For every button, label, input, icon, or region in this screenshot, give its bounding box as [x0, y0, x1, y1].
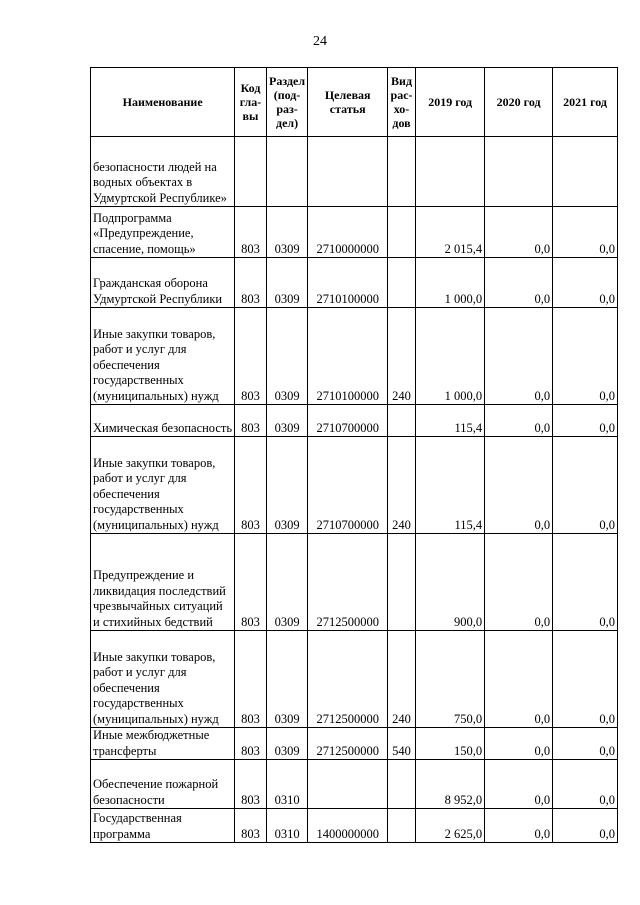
header-name: Наименование [91, 68, 235, 137]
cell-code: 803 [235, 534, 266, 631]
cell-2019: 1 000,0 [416, 308, 485, 405]
cell-section: 0309 [266, 631, 308, 728]
cell-2020: 0,0 [485, 631, 553, 728]
cell-expense [387, 405, 415, 437]
table-row [91, 728, 618, 760]
cell-expense [387, 760, 415, 809]
cell-target: 2712500000 [308, 728, 387, 760]
cell-2021: 0,0 [553, 809, 618, 843]
cell-2021: 0,0 [553, 258, 618, 308]
cell-2021: 0,0 [553, 405, 618, 437]
cell-code: 803 [235, 809, 266, 843]
cell-2021: 0,0 [553, 437, 618, 534]
header-code: Код гла- вы [235, 68, 266, 137]
cell-code: 803 [235, 258, 266, 308]
cell-expense [387, 137, 415, 207]
cell-name: Гражданская оборона Удмуртской Республики [91, 258, 235, 308]
cell-expense [387, 207, 415, 258]
cell-2021 [553, 137, 618, 207]
cell-name: Обеспечение пожарной безопасности [91, 760, 235, 809]
cell-target: 1400000000 [308, 809, 387, 843]
cell-2020: 0,0 [485, 258, 553, 308]
cell-2020: 0,0 [485, 534, 553, 631]
cell-2019: 900,0 [416, 534, 485, 631]
cell-target: 2710100000 [308, 258, 387, 308]
table-row [91, 405, 618, 437]
cell-2021: 0,0 [553, 534, 618, 631]
cell-expense: 540 [387, 728, 415, 760]
cell-target: 2710000000 [308, 207, 387, 258]
cell-2021: 0,0 [553, 631, 618, 728]
cell-2020: 0,0 [485, 308, 553, 405]
cell-2021: 0,0 [553, 308, 618, 405]
cell-code: 803 [235, 631, 266, 728]
table-row [91, 137, 618, 207]
table-body [91, 137, 618, 843]
header-2020: 2020 год [485, 68, 553, 137]
cell-2019 [416, 137, 485, 207]
header-2019: 2019 год [416, 68, 485, 137]
cell-section: 0309 [266, 308, 308, 405]
cell-section: 0309 [266, 405, 308, 437]
cell-section: 0309 [266, 207, 308, 258]
cell-section: 0309 [266, 437, 308, 534]
table-row [91, 258, 618, 308]
cell-2020: 0,0 [485, 760, 553, 809]
header-section: Раздел (под- раз- дел) [266, 68, 308, 137]
cell-2021: 0,0 [553, 760, 618, 809]
cell-code: 803 [235, 760, 266, 809]
table-row [91, 308, 618, 405]
cell-code: 803 [235, 728, 266, 760]
header-target: Целевая статья [308, 68, 387, 137]
cell-code: 803 [235, 308, 266, 405]
cell-2020 [485, 137, 553, 207]
cell-2020: 0,0 [485, 728, 553, 760]
cell-2020: 0,0 [485, 207, 553, 258]
cell-name: Иные закупки товаров, работ и услуг для обеспечения государственных (муниципальных) нужд [91, 308, 235, 405]
cell-code [235, 137, 266, 207]
page-number: 24 [313, 34, 327, 49]
cell-name: Подпрограмма «Предупреждение, спасение, помощь» [91, 207, 235, 258]
table-row [91, 760, 618, 809]
cell-2019: 8 952,0 [416, 760, 485, 809]
cell-2021: 0,0 [553, 728, 618, 760]
cell-name: Предупреждение и ликвидация последствий чрезвычайных ситуаций и стихийных бедствий [91, 534, 235, 631]
table-row [91, 631, 618, 728]
cell-target [308, 137, 387, 207]
cell-2019: 2 015,4 [416, 207, 485, 258]
cell-expense [387, 258, 415, 308]
cell-name: Иные межбюджетные трансферты [91, 728, 235, 760]
cell-section [266, 137, 308, 207]
cell-target: 2712500000 [308, 631, 387, 728]
table-header-row [91, 68, 618, 137]
cell-2019: 115,4 [416, 437, 485, 534]
cell-target: 2710700000 [308, 405, 387, 437]
cell-expense: 240 [387, 631, 415, 728]
cell-expense [387, 809, 415, 843]
cell-2019: 150,0 [416, 728, 485, 760]
table-row [91, 207, 618, 258]
cell-code: 803 [235, 437, 266, 534]
cell-2020: 0,0 [485, 809, 553, 843]
cell-2021: 0,0 [553, 207, 618, 258]
cell-2019: 115,4 [416, 405, 485, 437]
header-2021: 2021 год [553, 68, 618, 137]
cell-expense [387, 534, 415, 631]
cell-target: 2712500000 [308, 534, 387, 631]
cell-2019: 2 625,0 [416, 809, 485, 843]
cell-section: 0310 [266, 760, 308, 809]
cell-section: 0310 [266, 809, 308, 843]
table-row [91, 437, 618, 534]
cell-2019: 1 000,0 [416, 258, 485, 308]
table-row [91, 534, 618, 631]
cell-target: 2710100000 [308, 308, 387, 405]
cell-section: 0309 [266, 258, 308, 308]
cell-2020: 0,0 [485, 405, 553, 437]
cell-code: 803 [235, 405, 266, 437]
cell-2019: 750,0 [416, 631, 485, 728]
cell-code: 803 [235, 207, 266, 258]
cell-name: Иные закупки товаров, работ и услуг для обеспечения государственных (муниципальных) нужд [91, 437, 235, 534]
cell-target [308, 760, 387, 809]
cell-section: 0309 [266, 728, 308, 760]
cell-name: Иные закупки товаров, работ и услуг для обеспечения государственных (муниципальных) нужд [91, 631, 235, 728]
header-expense: Вид рас- хо- дов [387, 68, 415, 137]
cell-expense: 240 [387, 308, 415, 405]
cell-expense: 240 [387, 437, 415, 534]
table-row [91, 809, 618, 843]
cell-section: 0309 [266, 534, 308, 631]
cell-name: Государственная программа [91, 809, 235, 843]
budget-table [90, 67, 618, 843]
cell-2020: 0,0 [485, 437, 553, 534]
cell-target: 2710700000 [308, 437, 387, 534]
cell-name: безопасности людей на водных объектах в Удмуртской Республике» [91, 137, 235, 207]
cell-name: Химическая безопасность [91, 405, 235, 437]
